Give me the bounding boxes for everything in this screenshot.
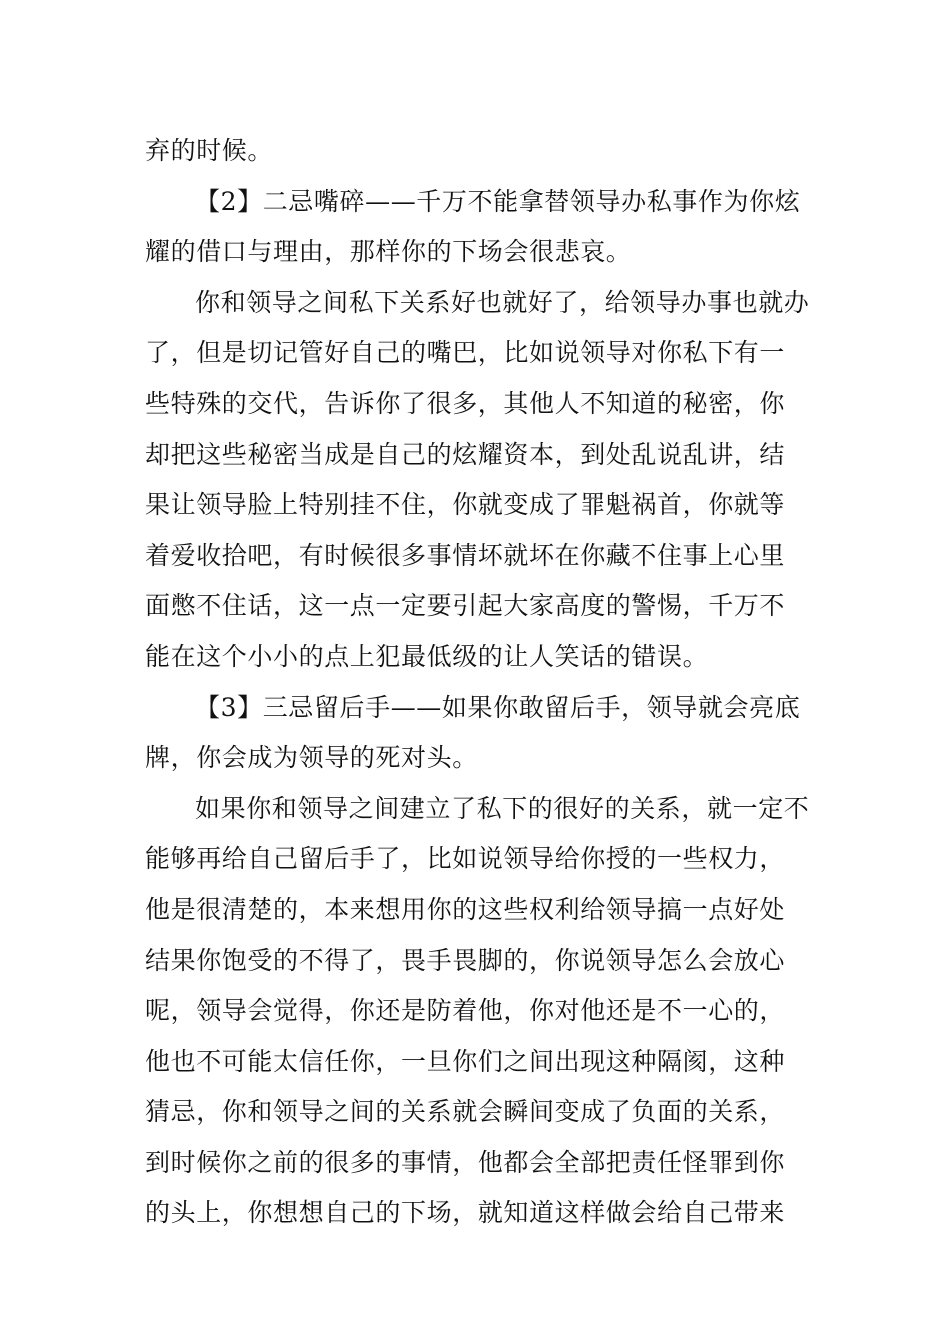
text-line: 到时候你之前的很多的事情，他都会全部把责任怪罪到你	[145, 1147, 786, 1177]
document-body	[145, 126, 810, 1239]
text-line: 些特殊的交代，告诉你了很多，其他人不知道的秘密，你	[145, 388, 786, 418]
paragraph	[145, 784, 810, 1239]
text-line: 果让领导脸上特别挂不住，你就变成了罪魁祸首，你就等	[145, 490, 786, 520]
text-line: 你和领导之间私下关系好也就好了，给领导办事也就办	[195, 287, 810, 317]
text-line: 呢，领导会觉得，你还是防着他，你对他还是不一心的，	[145, 996, 786, 1026]
text-line: 结果你饱受的不得了，畏手畏脚的，你说领导怎么会放心	[145, 945, 786, 975]
text-line: 的头上，你想想自己的下场，就知道这样做会给自己带来	[145, 1198, 786, 1228]
paragraph	[145, 683, 805, 784]
text-line: 能在这个小小的点上犯最低级的让人笑话的错误。	[145, 641, 709, 671]
text-line: 如果你和领导之间建立了私下的很好的关系，就一定不	[195, 793, 810, 823]
paragraph	[145, 126, 805, 177]
text-line: 耀的借口与理由，那样你的下场会很悲哀。	[145, 237, 632, 267]
text-line: 牌，你会成为领导的死对头。	[145, 743, 478, 773]
text-line: 猜忌，你和领导之间的关系就会瞬间变成了负面的关系，	[145, 1097, 786, 1127]
paragraph	[145, 177, 805, 278]
text-line: 面憋不住话，这一点一定要引起大家高度的警惕，千万不	[145, 591, 786, 621]
text-line: 却把这些秘密当成是自己的炫耀资本，到处乱说乱讲，结	[145, 439, 786, 469]
text-line: 【3】三忌留后手——如果你敢留后手，领导就会亮底	[195, 692, 801, 722]
paragraph	[145, 278, 810, 683]
text-line: 了，但是切记管好自己的嘴巴，比如说领导对你私下有一	[145, 338, 786, 368]
text-line: 他也不可能太信任你，一旦你们之间出现这种隔阂，这种	[145, 1046, 786, 1076]
text-line: 弃的时候。	[145, 136, 274, 165]
text-line: 【2】二忌嘴碎——千万不能拿替领导办私事作为你炫	[195, 186, 801, 216]
text-line: 能够再给自己留后手了，比如说领导给你授的一些权力，	[145, 844, 786, 874]
text-line: 他是很清楚的，本来想用你的这些权利给领导搞一点好处	[145, 894, 786, 924]
text-line: 着爱收拾吧，有时候很多事情坏就坏在你藏不住事上心里	[145, 540, 786, 570]
